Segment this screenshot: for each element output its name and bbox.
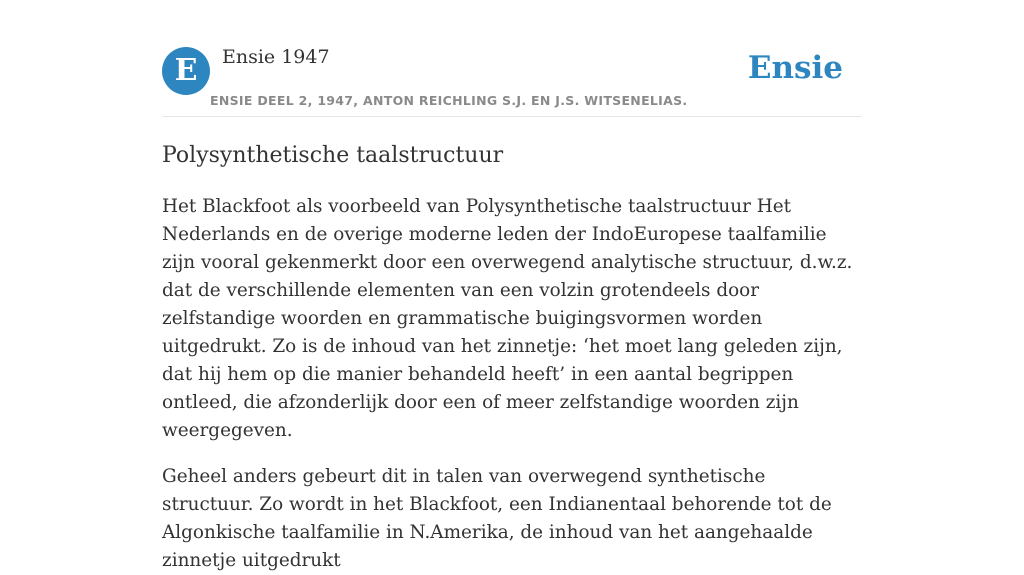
source-subtitle: ENSIE DEEL 2, 1947, ANTON REICHLING S.J. EN J.S. WITSENELIAS. (210, 93, 688, 108)
article-paragraph: Geheel anders gebeurt dit in talen van overwegend synthetische structuur. Zo wordt in het Blackfoot, een Indianentaal behorende tot de Algonkische taalfamilie in N.Amerika, de inhoud van het aangehaalde zinnetje uitgedrukt (162, 466, 832, 571)
source-header (162, 0, 862, 117)
ensie-logo-icon[interactable]: E (162, 47, 210, 95)
article-title: Polysynthetische taalstructuur (162, 143, 504, 168)
source-title[interactable]: Ensie 1947 (222, 46, 330, 68)
brand-logo[interactable]: Ensie (747, 50, 843, 86)
content-container (162, 0, 862, 575)
article-paragraph: Het Blackfoot als voorbeeld van Polysynthetische taalstructuur Het Nederlands en de overige moderne leden der IndoEuropese taalfamilie zijn vooral gekenmerkt door een overwegend analytische structuur, d.w.z. dat de verschillende elementen van een volzin grotendeels door zelfstandige woorden en grammatische buigingsvormen worden uitgedrukt. Zo is de inhoud van het zinnetje: ‘het moet lang geleden zijn, dat hij hem op die manier behandeld heeft’ in een aantal begrippen ontleed, die afzonderlijk door een of meer zelfstandige woorden zijn weergegeven. (162, 196, 853, 441)
